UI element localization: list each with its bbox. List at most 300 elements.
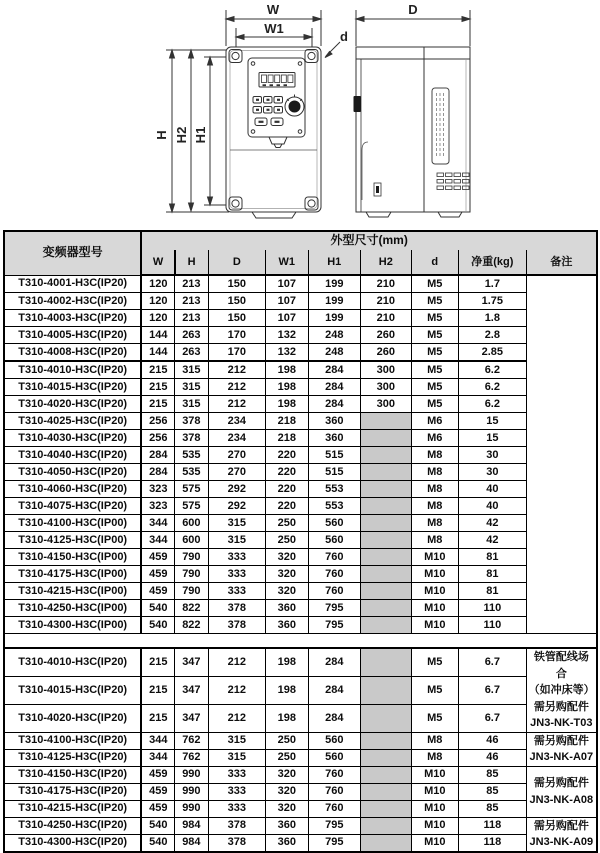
- h-cell: 347: [175, 676, 208, 704]
- w1-cell: 320: [266, 549, 308, 566]
- table-row: [4, 749, 597, 766]
- h2-cell: 300: [361, 361, 412, 379]
- side-view-drawing: [354, 47, 471, 217]
- h1-cell: 553: [308, 481, 361, 498]
- h2-cell: 300: [361, 396, 412, 413]
- d-cell: 292: [208, 481, 266, 498]
- w-cell: 323: [141, 498, 174, 515]
- h2-cell: [361, 583, 412, 600]
- model-cell: T310-4010-H3C(IP20): [4, 648, 141, 676]
- col-header-h: H: [175, 250, 208, 275]
- table-row: [4, 834, 597, 852]
- weight-cell: 81: [459, 549, 527, 566]
- w1-cell: 220: [266, 464, 308, 481]
- table-row: [4, 617, 597, 634]
- weight-cell: 81: [459, 566, 527, 583]
- model-cell: T310-4215-H3C(IP00): [4, 583, 141, 600]
- h-cell: 263: [175, 327, 208, 344]
- remark-line: 需另购配件: [533, 819, 589, 832]
- h2-cell: [361, 481, 412, 498]
- weight-cell: 46: [459, 749, 527, 766]
- d-cell: 333: [208, 783, 266, 800]
- col-header-dims-group: 外型尺寸(mm): [141, 231, 597, 250]
- weight-cell: 85: [459, 766, 527, 783]
- dim-label-h1: H1: [193, 126, 208, 144]
- col-header-h2: H2: [361, 250, 412, 275]
- screw-cell: M10: [411, 566, 458, 583]
- weight-cell: 2.85: [459, 344, 527, 362]
- w-cell: 540: [141, 617, 174, 634]
- h1-cell: 199: [308, 293, 361, 310]
- h-cell: 378: [175, 413, 208, 430]
- table-row: [4, 310, 597, 327]
- w1-cell: 250: [266, 749, 308, 766]
- d-cell: 212: [208, 396, 266, 413]
- d-cell: 170: [208, 344, 266, 362]
- weight-cell: 46: [459, 732, 527, 749]
- w1-cell: 360: [266, 834, 308, 852]
- h-cell: 213: [175, 293, 208, 310]
- dimension-spec-table: [3, 230, 598, 853]
- h2-cell: [361, 749, 412, 766]
- d-cell: 378: [208, 834, 266, 852]
- h1-cell: 760: [308, 766, 361, 783]
- h1-cell: 360: [308, 430, 361, 447]
- w-cell: 323: [141, 481, 174, 498]
- weight-cell: 40: [459, 481, 527, 498]
- remark-cell: [526, 732, 597, 766]
- separator-row: [4, 634, 597, 649]
- model-cell: T310-4100-H3C(IP20): [4, 732, 141, 749]
- table-row: [4, 515, 597, 532]
- screw-cell: M5: [411, 379, 458, 396]
- w-cell: 459: [141, 800, 174, 817]
- d-cell: 234: [208, 413, 266, 430]
- weight-cell: 30: [459, 447, 527, 464]
- screw-cell: M8: [411, 515, 458, 532]
- h-cell: 600: [175, 532, 208, 549]
- h2-cell: [361, 676, 412, 704]
- h-cell: 822: [175, 617, 208, 634]
- dim-label-d-hole: d: [340, 29, 348, 44]
- h1-cell: 760: [308, 549, 361, 566]
- model-cell: T310-4030-H3C(IP20): [4, 430, 141, 447]
- model-cell: T310-4001-H3C(IP20): [4, 275, 141, 293]
- table-body: [4, 275, 597, 852]
- screw-cell: M8: [411, 481, 458, 498]
- front-view-drawing: [226, 47, 321, 218]
- w1-cell: 107: [266, 275, 308, 293]
- screw-cell: M10: [411, 766, 458, 783]
- table-row: [4, 783, 597, 800]
- dim-label-h2: H2: [174, 126, 189, 144]
- w-cell: 459: [141, 566, 174, 583]
- h2-cell: [361, 430, 412, 447]
- d-cell: 315: [208, 515, 266, 532]
- model-cell: T310-4150-H3C(IP20): [4, 766, 141, 783]
- w1-cell: 218: [266, 430, 308, 447]
- screw-cell: M10: [411, 800, 458, 817]
- weight-cell: 110: [459, 600, 527, 617]
- w-cell: 459: [141, 766, 174, 783]
- table-row: [4, 800, 597, 817]
- col-header-remark: 备注: [526, 250, 597, 275]
- weight-cell: 1.75: [459, 293, 527, 310]
- w-cell: 256: [141, 430, 174, 447]
- h2-cell: [361, 783, 412, 800]
- table-row: [4, 413, 597, 430]
- w1-cell: 250: [266, 532, 308, 549]
- weight-cell: 6.2: [459, 379, 527, 396]
- h2-cell: [361, 817, 412, 834]
- screw-cell: M6: [411, 413, 458, 430]
- h-cell: 315: [175, 361, 208, 379]
- w-cell: 215: [141, 379, 174, 396]
- d-cell: 212: [208, 648, 266, 676]
- remark-line: 需另购配件: [533, 777, 589, 789]
- h2-cell: [361, 549, 412, 566]
- h-cell: 213: [175, 310, 208, 327]
- d-cell: 150: [208, 275, 266, 293]
- table-row: [4, 532, 597, 549]
- w-cell: 284: [141, 447, 174, 464]
- h2-cell: [361, 447, 412, 464]
- h1-cell: 795: [308, 834, 361, 852]
- h2-cell: 210: [361, 310, 412, 327]
- w-cell: 120: [141, 310, 174, 327]
- h-cell: 822: [175, 600, 208, 617]
- dim-label-w1: W1: [264, 21, 284, 36]
- remark-cell: [526, 275, 597, 634]
- remark-line: JN3-NK-T03: [530, 717, 593, 729]
- w1-cell: 360: [266, 817, 308, 834]
- h1-cell: 515: [308, 464, 361, 481]
- h-cell: 990: [175, 783, 208, 800]
- d-cell: 378: [208, 600, 266, 617]
- d-cell: 378: [208, 617, 266, 634]
- d-cell: 333: [208, 549, 266, 566]
- remark-line: （如冲床等）: [528, 684, 595, 696]
- weight-cell: 2.8: [459, 327, 527, 344]
- screw-cell: M8: [411, 447, 458, 464]
- w1-cell: 220: [266, 498, 308, 515]
- h1-cell: 760: [308, 583, 361, 600]
- model-cell: T310-4010-H3C(IP20): [4, 361, 141, 379]
- h1-cell: 199: [308, 275, 361, 293]
- model-cell: T310-4250-H3C(IP00): [4, 600, 141, 617]
- h1-cell: 760: [308, 783, 361, 800]
- h-cell: 535: [175, 447, 208, 464]
- h2-cell: [361, 766, 412, 783]
- table-row: [4, 766, 597, 783]
- screw-cell: M5: [411, 361, 458, 379]
- h1-cell: 248: [308, 344, 361, 362]
- screw-cell: M8: [411, 498, 458, 515]
- w1-cell: 220: [266, 481, 308, 498]
- model-cell: T310-4100-H3C(IP00): [4, 515, 141, 532]
- w-cell: 459: [141, 549, 174, 566]
- table-row: [4, 549, 597, 566]
- h2-cell: 210: [361, 275, 412, 293]
- h2-cell: 300: [361, 379, 412, 396]
- table-row: [4, 648, 597, 676]
- h1-cell: 199: [308, 310, 361, 327]
- remark-line: JN3-NK-A08: [529, 793, 594, 806]
- d-cell: 150: [208, 310, 266, 327]
- w-cell: 144: [141, 327, 174, 344]
- d-cell: 333: [208, 583, 266, 600]
- weight-cell: 1.8: [459, 310, 527, 327]
- h1-cell: 284: [308, 704, 361, 732]
- w1-cell: 320: [266, 783, 308, 800]
- d-cell: 170: [208, 327, 266, 344]
- h2-cell: [361, 515, 412, 532]
- h1-cell: 553: [308, 498, 361, 515]
- remark-cell: [526, 817, 597, 852]
- h2-cell: [361, 498, 412, 515]
- remark-line: JN3-NK-A07: [529, 751, 594, 763]
- remark-cell: [526, 648, 597, 732]
- d-cell: 150: [208, 293, 266, 310]
- dim-label-depth: D: [408, 2, 418, 17]
- d-cell: 292: [208, 498, 266, 515]
- w1-cell: 320: [266, 766, 308, 783]
- d-cell: 333: [208, 766, 266, 783]
- table-row: [4, 566, 597, 583]
- model-cell: T310-4025-H3C(IP20): [4, 413, 141, 430]
- h-cell: 790: [175, 583, 208, 600]
- h1-cell: 284: [308, 676, 361, 704]
- model-cell: T310-4005-H3C(IP20): [4, 327, 141, 344]
- h-cell: 575: [175, 498, 208, 515]
- h2-cell: [361, 600, 412, 617]
- h1-cell: 560: [308, 515, 361, 532]
- table-row: [4, 817, 597, 834]
- remark-line: JN3-NK-A09: [529, 836, 594, 848]
- weight-cell: 42: [459, 515, 527, 532]
- w-cell: 540: [141, 600, 174, 617]
- model-cell: T310-4300-H3C(IP20): [4, 834, 141, 852]
- table-row: [4, 430, 597, 447]
- h-cell: 762: [175, 749, 208, 766]
- h1-cell: 760: [308, 566, 361, 583]
- w1-cell: 320: [266, 800, 308, 817]
- h1-cell: 284: [308, 396, 361, 413]
- table-row: [4, 676, 597, 704]
- h-cell: 315: [175, 396, 208, 413]
- h1-cell: 560: [308, 749, 361, 766]
- separator-cell: [4, 634, 597, 649]
- table-row: [4, 361, 597, 379]
- col-header-model: 变频器型号: [4, 231, 141, 275]
- col-header-w1: W1: [266, 250, 308, 275]
- remark-line: 需另购配件: [533, 700, 589, 713]
- screw-cell: M10: [411, 549, 458, 566]
- model-cell: T310-4015-H3C(IP20): [4, 676, 141, 704]
- h2-cell: [361, 704, 412, 732]
- model-cell: T310-4050-H3C(IP20): [4, 464, 141, 481]
- remark-line: 铁管配线场合: [533, 651, 589, 680]
- weight-cell: 6.2: [459, 396, 527, 413]
- h2-cell: 260: [361, 327, 412, 344]
- h1-cell: 795: [308, 600, 361, 617]
- d-cell: 270: [208, 464, 266, 481]
- weight-cell: 6.7: [459, 648, 527, 676]
- w-cell: 215: [141, 648, 174, 676]
- w-cell: 215: [141, 676, 174, 704]
- d-cell: 234: [208, 430, 266, 447]
- w1-cell: 220: [266, 447, 308, 464]
- weight-cell: 1.7: [459, 275, 527, 293]
- table-row: [4, 732, 597, 749]
- col-header-h1: H1: [308, 250, 361, 275]
- col-header-screw: d: [411, 250, 458, 275]
- screw-cell: M5: [411, 327, 458, 344]
- w1-cell: 320: [266, 583, 308, 600]
- mounting-clip: [354, 96, 362, 112]
- d-cell: 315: [208, 732, 266, 749]
- h2-cell: [361, 834, 412, 852]
- w-cell: 344: [141, 532, 174, 549]
- w-cell: 344: [141, 732, 174, 749]
- screw-cell: M5: [411, 676, 458, 704]
- h2-cell: 260: [361, 344, 412, 362]
- w1-cell: 132: [266, 327, 308, 344]
- w-cell: 144: [141, 344, 174, 362]
- table-row: [4, 704, 597, 732]
- h1-cell: 248: [308, 327, 361, 344]
- h2-cell: [361, 617, 412, 634]
- h-cell: 984: [175, 834, 208, 852]
- h1-cell: 795: [308, 817, 361, 834]
- w1-cell: 198: [266, 704, 308, 732]
- h2-cell: [361, 732, 412, 749]
- col-header-depth: D: [208, 250, 266, 275]
- table-row: [4, 447, 597, 464]
- table-row: [4, 583, 597, 600]
- dimension-drawings: [0, 0, 600, 230]
- table-row: [4, 481, 597, 498]
- dim-label-h: H: [154, 130, 169, 140]
- screw-cell: M10: [411, 834, 458, 852]
- w-cell: 344: [141, 749, 174, 766]
- weight-cell: 15: [459, 413, 527, 430]
- screw-cell: M5: [411, 396, 458, 413]
- w-cell: 120: [141, 275, 174, 293]
- screw-cell: M5: [411, 310, 458, 327]
- w1-cell: 198: [266, 361, 308, 379]
- table-row: [4, 600, 597, 617]
- screw-cell: M8: [411, 532, 458, 549]
- table-row: [4, 293, 597, 310]
- model-cell: T310-4008-H3C(IP20): [4, 344, 141, 362]
- model-cell: T310-4075-H3C(IP20): [4, 498, 141, 515]
- header-row-group: [4, 231, 597, 250]
- h-cell: 990: [175, 766, 208, 783]
- model-cell: T310-4002-H3C(IP20): [4, 293, 141, 310]
- screw-cell: M5: [411, 648, 458, 676]
- w-cell: 459: [141, 583, 174, 600]
- weight-cell: 15: [459, 430, 527, 447]
- model-cell: T310-4040-H3C(IP20): [4, 447, 141, 464]
- d-cell: 212: [208, 676, 266, 704]
- h1-cell: 284: [308, 648, 361, 676]
- model-cell: T310-4175-H3C(IP00): [4, 566, 141, 583]
- h2-cell: [361, 800, 412, 817]
- d-cell: 212: [208, 704, 266, 732]
- model-cell: T310-4125-H3C(IP00): [4, 532, 141, 549]
- h1-cell: 760: [308, 800, 361, 817]
- d-cell: 333: [208, 566, 266, 583]
- screw-cell: M10: [411, 617, 458, 634]
- model-cell: T310-4060-H3C(IP20): [4, 481, 141, 498]
- w-cell: 540: [141, 834, 174, 852]
- h-cell: 347: [175, 648, 208, 676]
- w-cell: 215: [141, 396, 174, 413]
- weight-cell: 118: [459, 817, 527, 834]
- d-cell: 333: [208, 800, 266, 817]
- w-cell: 459: [141, 783, 174, 800]
- w-cell: 215: [141, 361, 174, 379]
- weight-cell: 42: [459, 532, 527, 549]
- model-cell: T310-4250-H3C(IP20): [4, 817, 141, 834]
- h2-cell: 210: [361, 293, 412, 310]
- h-cell: 984: [175, 817, 208, 834]
- w-cell: 120: [141, 293, 174, 310]
- h-cell: 790: [175, 549, 208, 566]
- h-cell: 315: [175, 379, 208, 396]
- screw-cell: M5: [411, 704, 458, 732]
- w1-cell: 320: [266, 566, 308, 583]
- weight-cell: 110: [459, 617, 527, 634]
- model-cell: T310-4175-H3C(IP20): [4, 783, 141, 800]
- weight-cell: 30: [459, 464, 527, 481]
- remark-cell: [526, 766, 597, 817]
- h1-cell: 560: [308, 532, 361, 549]
- screw-cell: M10: [411, 583, 458, 600]
- weight-cell: 6.2: [459, 361, 527, 379]
- w1-cell: 218: [266, 413, 308, 430]
- h-cell: 762: [175, 732, 208, 749]
- table-row: [4, 464, 597, 481]
- w1-cell: 250: [266, 515, 308, 532]
- model-cell: T310-4015-H3C(IP20): [4, 379, 141, 396]
- w1-cell: 198: [266, 676, 308, 704]
- h-cell: 347: [175, 704, 208, 732]
- h2-cell: [361, 413, 412, 430]
- col-header-w: W: [141, 250, 174, 275]
- h1-cell: 795: [308, 617, 361, 634]
- table-row: [4, 275, 597, 293]
- d-cell: 315: [208, 749, 266, 766]
- d-cell: 212: [208, 361, 266, 379]
- screw-cell: M10: [411, 817, 458, 834]
- w-cell: 344: [141, 515, 174, 532]
- weight-cell: 85: [459, 800, 527, 817]
- screw-cell: M8: [411, 749, 458, 766]
- model-cell: T310-4003-H3C(IP20): [4, 310, 141, 327]
- h-cell: 213: [175, 275, 208, 293]
- h-cell: 263: [175, 344, 208, 362]
- table-row: [4, 498, 597, 515]
- h-cell: 575: [175, 481, 208, 498]
- weight-cell: 6.7: [459, 676, 527, 704]
- h-cell: 600: [175, 515, 208, 532]
- h2-cell: [361, 648, 412, 676]
- w1-cell: 250: [266, 732, 308, 749]
- table-row: [4, 327, 597, 344]
- model-cell: T310-4215-H3C(IP20): [4, 800, 141, 817]
